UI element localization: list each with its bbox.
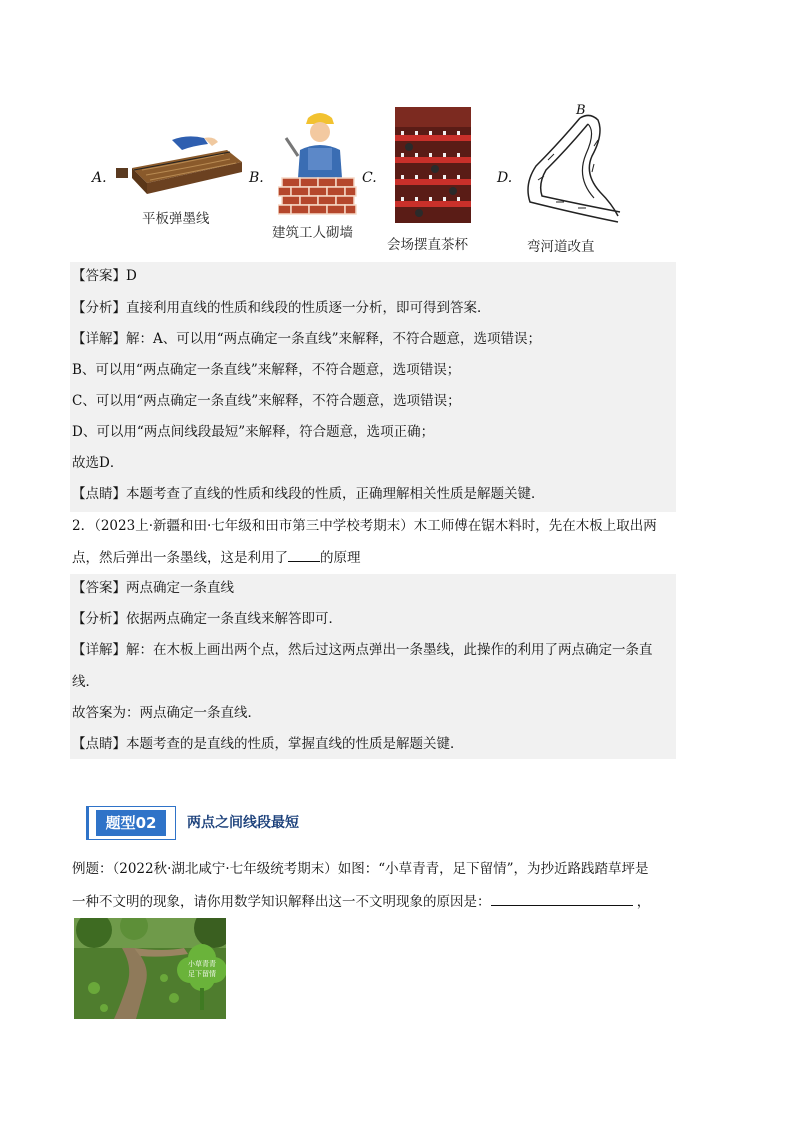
example-answer-blank — [491, 891, 633, 906]
q1-detail-4: D、可以用“两点间线段最短”来解释，符合题意，选项正确； — [72, 424, 435, 440]
q2-analysis: 【分析】依据两点确定一条直线来解答即可． — [72, 611, 342, 627]
q2-stem-line-2 — [72, 547, 682, 568]
option-a-caption: 平板弹墨线 — [142, 211, 210, 227]
q2-comment: 【点睛】本题考查的是直线的性质，掌握直线的性质是解题关键． — [72, 736, 464, 752]
q1-detail-2: B、可以用“两点确定一条直线”来解释，不符合题意，选项错误； — [72, 362, 461, 378]
option-d-caption: 弯河道改直 — [527, 239, 595, 255]
sign-text-line-2: 足下留情 — [188, 970, 216, 978]
q1-answer: 【答案】D — [72, 268, 137, 284]
q2-answer: 【答案】两点确定一条直线 — [72, 580, 234, 596]
meeting-hall-teacups-image — [395, 107, 471, 223]
q2-answer-blank — [288, 547, 320, 562]
q1-detail-1: 【详解】解：A、可以用“两点确定一条直线”来解释，不符合题意，选项错误； — [72, 331, 542, 347]
q1-detail-5: 故选D． — [72, 455, 124, 471]
bricklayer-image — [278, 108, 358, 216]
board-chalk-line-image — [112, 128, 252, 198]
figure-d-point-b: B — [576, 104, 586, 118]
option-c-letter: C. — [362, 170, 377, 186]
q2-stem-end: 的原理 — [320, 550, 361, 566]
sign-text-line-1: 小草青青 — [188, 960, 216, 968]
q1-analysis: 【分析】直接利用直线的性质和线段的性质逐一分析，即可得到答案． — [72, 300, 491, 316]
option-a-letter: A. — [92, 170, 107, 186]
q2-stem-line-1: 2．（2023上·新疆和田·七年级和田市第三中学校考期末）木工师傅在锯木料时，先在木板上取出两 — [72, 518, 657, 534]
section-tag-label: 题型02 — [96, 810, 166, 836]
section-title: 两点之间线段最短 — [187, 815, 299, 831]
section-tag — [86, 806, 176, 840]
option-b-letter: B. — [249, 170, 264, 186]
lawn-path-photo — [74, 918, 226, 1019]
example-line-2-end: ， — [636, 894, 651, 910]
option-b-caption: 建筑工人砌墙 — [272, 225, 353, 241]
q2-answer-panel — [70, 574, 676, 759]
option-d-letter: D. — [497, 170, 513, 186]
example-line-1: 例题：（2022秋·湖北咸宁·七年级统考期末）如图：“小草青青，足下留情”，为抄近路践踏草坪是 — [72, 861, 649, 877]
q2-detail-2: 线． — [72, 674, 99, 690]
q2-detail-1: 【详解】解：在木板上画出两个点，然后过这两点弹出一条墨线，此操作的利用了两点确定一条直 — [72, 642, 653, 658]
example-line-2 — [72, 891, 682, 912]
example-line-2-text: 一种不文明的现象，请你用数学知识解释出这一不文明现象的原因是： — [72, 894, 491, 910]
q2-stem-text: 点，然后弹出一条墨线，这是利用了 — [72, 550, 288, 566]
q2-conclusion: 故答案为：两点确定一条直线． — [72, 705, 261, 721]
curved-river-image — [518, 104, 628, 230]
option-c-caption: 会场摆直茶杯 — [387, 237, 468, 253]
q1-comment: 【点睛】本题考查了直线的性质和线段的性质，正确理解相关性质是解题关键． — [72, 486, 545, 502]
q1-detail-3: C、可以用“两点确定一条直线”来解释，不符合题意，选项错误； — [72, 393, 461, 409]
